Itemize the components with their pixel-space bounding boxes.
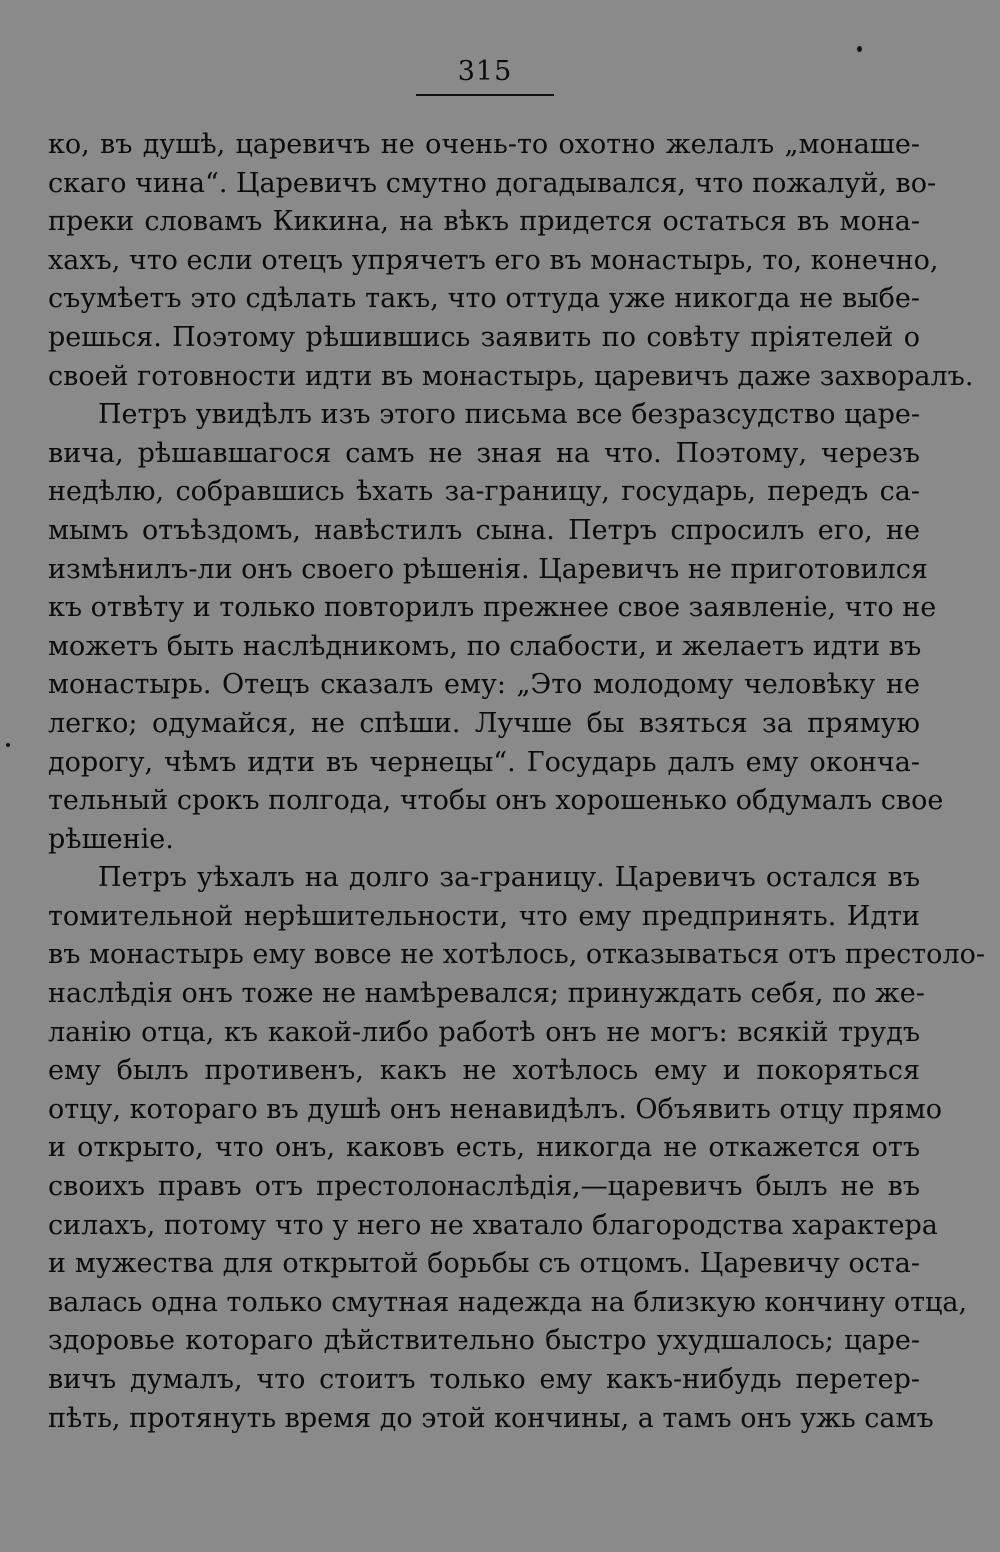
- text-line: съумѣетъ это сдѣлать такъ, что оттуда уже никогда не выбе-: [48, 283, 920, 315]
- ink-speck: [6, 743, 10, 747]
- text-line: легко; одумайся, не спѣши. Лучше бы взяться за прямую: [48, 707, 920, 739]
- text-line: мымъ отъѣздомъ, навѣстилъ сына. Петръ спросилъ его, не: [48, 514, 920, 546]
- text-line: и открыто, что онъ, каковъ есть, никогда не откажется отъ: [48, 1132, 920, 1164]
- text-line: можетъ быть наслѣдникомъ, по слабости, и желаетъ идти въ: [48, 630, 922, 662]
- text-line: здоровье котораго дѣйствительно быстро ухудшалось; царе-: [48, 1325, 920, 1357]
- text-line: Петръ увидѣлъ изъ этого письма все безразсудство царе-: [98, 399, 920, 431]
- text-line: вичъ думалъ, что стоитъ только ему какъ-нибудь перетер-: [48, 1364, 920, 1395]
- text-line: ко, въ душѣ, царевичъ не очень-то охотно желалъ „монаше-: [48, 129, 920, 160]
- page-number-rule: [416, 94, 554, 96]
- text-line: вича, рѣшавшагося самъ не зная на что. Поэтому, черезъ: [48, 437, 920, 469]
- body-text: [48, 126, 985, 1438]
- text-line: хахъ, что если отецъ упрячетъ его въ монастырь, то, конечно,: [48, 244, 939, 276]
- ink-speck: [857, 46, 862, 52]
- text-line: Петръ уѣхалъ на долго за-границу. Царевичъ остался въ: [98, 862, 920, 894]
- text-line: валась одна только смутная надежда на близкую кончину отца,: [48, 1286, 968, 1318]
- text-line: въ монастырь ему вовсе не хотѣлось, отказываться отъ престоло-: [48, 939, 985, 971]
- page-number: 315: [457, 56, 513, 87]
- text-line: ему былъ противенъ, какъ не хотѣлось ему и покоряться: [48, 1055, 920, 1087]
- text-line: дорогу, чѣмъ идти въ чернецы“. Государь далъ ему оконча-: [48, 746, 920, 778]
- text-line: пѣть, протянуть время до этой кончины, а тамъ онъ ужь самъ: [48, 1402, 934, 1434]
- text-line: монастырь. Отецъ сказалъ ему: „Это молодому человѣку не: [48, 669, 920, 701]
- text-line: решься. Поэтому рѣшившись заявить по совѣту пріятелей о: [48, 321, 920, 353]
- text-line: рѣшеніе.: [48, 823, 174, 855]
- text-line: и мужества для открытой борьбы съ отцомъ. Царевичу оста-: [48, 1248, 920, 1280]
- text-line: скаго чина“. Царевичъ смутно догадывался, что пожалуй, во-: [48, 167, 937, 199]
- text-line: своихъ правъ отъ престолонаслѣдія,—царевичъ былъ не въ: [48, 1171, 920, 1203]
- text-line: ланію отца, къ какой-либо работѣ онъ не могъ: всякій трудъ: [48, 1016, 920, 1048]
- text-line: къ отвѣту и только повторилъ прежнее свое заявленіе, что не: [48, 592, 937, 624]
- text-line: недѣлю, собравшись ѣхать за-границу, государь, передъ са-: [48, 476, 920, 508]
- text-line: наслѣдія онъ тоже не намѣревался; принуждать себя, по же-: [48, 978, 925, 1010]
- text-line: преки словамъ Кикина, на вѣкъ придется остаться въ мона-: [48, 206, 920, 238]
- text-line: измѣнилъ-ли онъ своего рѣшенія. Царевичъ не приготовился: [48, 553, 928, 585]
- text-line: тельный срокъ полгода, чтобы онъ хорошенько обдумалъ свое: [48, 785, 944, 817]
- text-line: отцу, котораго въ душѣ онъ ненавидѣлъ. Объявить отцу прямо: [48, 1093, 943, 1125]
- text-line: томительной нерѣшительности, что ему предпринять. Идти: [48, 900, 920, 932]
- text-line: силахъ, потому что у него не хватало благородства характера: [48, 1209, 938, 1241]
- text-line: своей готовности идти въ монастырь, царевичъ даже захворалъ.: [48, 360, 974, 392]
